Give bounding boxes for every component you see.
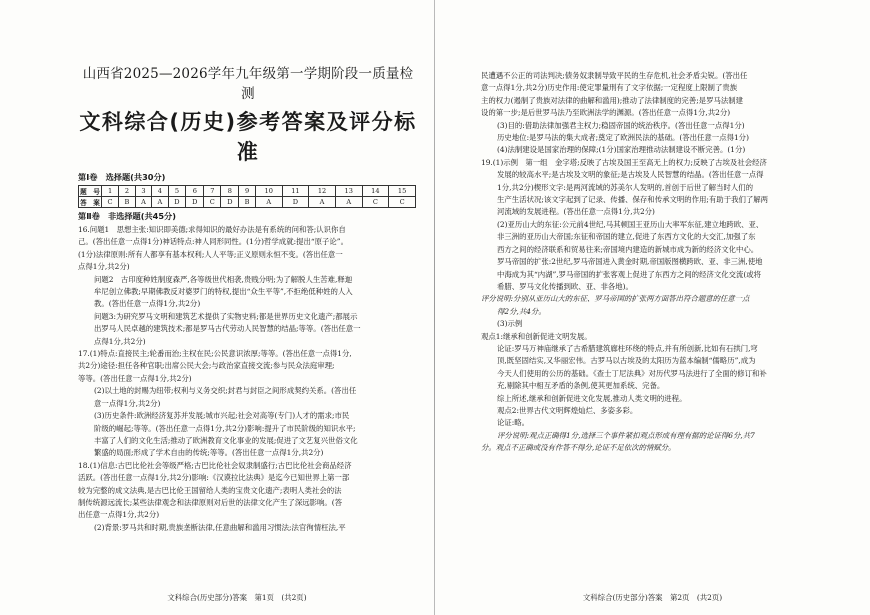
answer-text-line: 评分说明:分别从亚历山大的东征、罗马帝国的扩张两方面答出符合题意的任意一点: [481, 294, 750, 304]
answer-text-line: 得2分,共4分。: [497, 306, 546, 316]
answer-cell: C: [204, 197, 221, 208]
answer-key-table: [78, 185, 416, 208]
answer-text-line: 等等。(答出任意一点得1分,共2分): [78, 373, 192, 383]
question-number-cell: 12: [309, 186, 336, 197]
answer-text-line: 充,剔除其中相互矛盾的条例,使其更加系统、完备。: [497, 381, 665, 391]
answer-text-line: 制传统源远流长;某些法律观念和法律原则对后世的法律文化产生了深远影响。(答: [78, 497, 343, 507]
question-number-cell: 4: [152, 186, 168, 197]
answer-text-line: 观点2:世界古代文明辉煌灿烂、多姿多彩。: [497, 405, 638, 415]
answer-text-line: 观点1:继承和创新促进文明发展。: [481, 331, 592, 341]
answer-text-line: 16.问题1 思想主张:知识即美德;求得知识的最好办法是有系统的问和答;认识你自: [78, 225, 346, 234]
answer-text-line: 问题3:为研究罗马文明和建筑艺术提供了实物史料;都是世界历史文化遗产;都展示: [94, 311, 358, 321]
question-number-cell: 14: [362, 186, 389, 197]
answer-text-line: 西方之间的经济联系和贸易往来;帝国境内建造的新城市成为新的经济文化中心。: [497, 244, 759, 254]
question-number-cell: 8: [221, 186, 239, 197]
page-footer-1: 文科综合(历史部分)答案 第1页 (共2页): [167, 593, 307, 602]
question-number-cell: 5: [168, 186, 186, 197]
answer-page-2: [435, 0, 870, 615]
answer-text-line: 牟尼创立佛教;早期佛教反对婆罗门的特权,提出“众生平等”,不拒绝低种姓的人入: [94, 287, 353, 297]
page-footer-2: 文科综合(历史部分)答案 第2页 (共2页): [582, 593, 723, 602]
answer-cell: D: [186, 197, 204, 208]
left-answer-body: [78, 224, 418, 534]
question-number-cell: 3: [135, 186, 151, 197]
answer-text-line: 出任意一点得1分,共2分): [78, 510, 160, 520]
section-heading-multiple-choice: 第Ⅰ卷 选择题(共30分): [78, 172, 166, 182]
question-number-cell: 2: [119, 186, 136, 197]
answer-cell: C: [389, 197, 416, 208]
right-answer-body: [481, 70, 848, 455]
answer-text-line: 历史地位:是罗马法的集大成者;奠定了欧洲民法的基础。(答出任意一点得1分): [497, 133, 749, 143]
question-number-cell: 7: [204, 186, 221, 197]
answer-text-line: 非三洲的亚历山大帝国;东征和帝国的建立,促进了东西方文化的大交汇,加强了东: [497, 232, 756, 242]
question-number-cell: 9: [239, 186, 256, 197]
answer-text-line: 丰富了人们的文化生活;推动了欧洲教育文化事业的发展;促进了文艺复兴世俗文化: [94, 435, 358, 445]
answer-text-line: 生产生活状况;该文字起到了记录、传播、保存和传承文明的作用;有助于我们了解两: [497, 195, 769, 205]
answer-cell: A: [255, 197, 282, 208]
answer-text-line: (2)亚历山大的东征:公元前4世纪,马其顿国王亚历山大率军东征,建立地跨欧、亚、: [497, 219, 764, 229]
answer-cell: D: [168, 197, 186, 208]
answer-text-line: 设的第一步;是后世罗马法乃至欧洲法学的渊源。(答出任意一点得1分,共2分): [481, 108, 731, 118]
answer-text-line: 分。观点不正确或没有作答不得分,论证不足依次的情赋分。: [481, 443, 676, 453]
answer-text-line: 综上所述,继承和创新促进文化发展,推动人类文明的进程。: [497, 393, 687, 403]
answer-text-line: 18.(1)信息:古巴比伦社会等级严格;古巴比伦社会奴隶制盛行;古巴比伦社会商品经济: [78, 460, 352, 470]
answer-text-line: (4)法制建设是国家治理的保障;(1分)国家治理推动法制建设不断完善。(1分): [497, 145, 746, 155]
answer-text-line: 点得1分,共2分): [78, 262, 130, 272]
answer-cell: A: [135, 197, 151, 208]
answer-cell: B: [239, 197, 256, 208]
question-number-cell: 15: [389, 186, 416, 197]
answer-text-line: 民遭遇不公正的司法判决;债务奴隶制导致平民的生存危机,社会矛盾尖锐。(答出任: [481, 71, 748, 80]
answer-cell: D: [282, 197, 309, 208]
answer-cell: B: [119, 197, 136, 208]
question-number-cell: 13: [335, 186, 362, 197]
answer-text-line: 问题2 古印度种姓制度森严,各等级世代相袭,贵贱分明;为了解脱人生苦难,释迦: [94, 274, 353, 284]
answer-text-line: 希腊、罗马文化传播到欧、亚、非各地)。: [497, 281, 633, 291]
question-number-row: [79, 186, 416, 197]
answer-text-line: 罗马帝国的扩张:2世纪,罗马帝国进入黄金时期,帝国版图横跨欧、亚、非三洲,使地: [497, 257, 763, 267]
answer-text-line: 主的权力(遏制了贵族对法律的曲解和滥用);推动了法律制度的完善;是罗马法制建: [481, 95, 744, 105]
answer-text-line: 出罗马人民卓越的建筑技术;都是罗马古代劳动人民智慧的结晶;等等。(答出任意一: [94, 324, 361, 334]
answer-text-line: 教。(答出任意一点得1分,共2分): [94, 299, 201, 309]
answer-text-line: (3)目的:借助法律加强君主权力;稳固帝国的统治秩序。(答出任意一点得1分): [497, 120, 745, 130]
question-number-cell: 1: [102, 186, 119, 197]
answer-text-line: 较为完整的成文法典,是古巴比伦王国留给人类的宝贵文化遗产;表明人类社会的法: [78, 485, 342, 495]
answer-text-line: 河流域的发展进程。(答出任意一点得1分,共2分): [497, 207, 655, 217]
answer-text-line: 19.(1)示例 第一组 金字塔;反映了古埃及国王至高无上的权力;反映了古埃及社会经济: [481, 157, 767, 167]
answer-text-line: (3)示例: [497, 319, 523, 329]
answer-text-line: 意一点得1分,共2分)历史作用:使定罪量刑有了文字依据;一定程度上限制了贵族: [481, 83, 738, 93]
answer-text-line: 繁盛的局面;形成了学术自由的传统;等等。(答出任意一点得1分,共2分): [94, 448, 324, 458]
section-heading-non-choice: 第Ⅱ卷 非选择题(共45分): [78, 211, 176, 221]
answer-text-line: 共2分)途径:担任各种官职;出席公民大会;与政治家直接交流;参与民众法庭审理;: [78, 361, 335, 371]
answer-cell: A: [152, 197, 168, 208]
answer-cell: A: [335, 197, 362, 208]
answer-text-line: (3)历史条件:欧洲经济复苏并发展;城市兴起;社会对高等(专门)人才的需求;市民: [94, 411, 350, 421]
answer-text-line: 意一点得1分,共2分): [94, 398, 161, 408]
answer-header: 答 案: [79, 197, 102, 208]
answer-text-line: 己。(答出任意一点得1分)神话特点:神人同形同性。(1分)哲学成就:提出“原子论”。: [78, 237, 348, 247]
answer-row: [79, 197, 416, 208]
answer-text-line: (2)以土地的封赐为纽带;权利与义务交织;封君与封臣之间形成契约关系。(答出任: [94, 386, 357, 396]
answer-cell: C: [362, 197, 389, 208]
answer-text-line: 阶级的崛起;等等。(答出任意一点得1分,共2分)影响:提升了市民阶级的知识水平;: [94, 423, 356, 433]
answer-text-line: 论证:略。: [497, 418, 530, 428]
answer-cell: C: [102, 197, 119, 208]
exam-title: 山西省2025—2026学年九年级第一学期阶段一质量检测: [82, 66, 414, 102]
answer-text-line: 点得1分,共2分): [94, 336, 146, 346]
answer-text-line: 顶,既坚固结实,又华丽宏伟。古罗马以古埃及的太阳历为蓝本编制“儒略历”,成为: [497, 356, 756, 366]
question-number-header: 题 号: [79, 186, 102, 197]
answer-text-line: 今天人们使用的公历的基础。《查士丁尼法典》对历代罗马法进行了全面的修订和补: [497, 368, 767, 378]
answer-text-line: 评分说明:观点正确得1分,选择三个事件紧扣观点形成有理有据的论证得6分,共7: [497, 430, 755, 440]
answer-cell: A: [309, 197, 336, 208]
answer-text-line: (2)背景:罗马共和时期,贵族垄断法律,任意曲解和滥用习惯法;法官徇情枉法,平: [94, 522, 346, 532]
answer-text-line: (1分)法律原则:所有人都享有基本权利;人人平等;正义原则永恒不变。(答出任意一: [78, 249, 343, 259]
answer-text-line: 1分,共2分)楔形文字:是两河流域的苏美尔人发明的,首创于后世了解当时人们的: [497, 182, 753, 192]
answer-cell: D: [221, 197, 239, 208]
answer-text-line: 活跃。(答出任意一点得1分,共2分)影响:《汉谟拉比法典》是迄今已知世界上第一部: [78, 473, 350, 483]
answer-text-line: 中海成为其“内湖”,罗马帝国的扩张客观上促进了东西方之间的经济文化交流(或将: [497, 269, 762, 279]
answer-text-line: 发展的较高水平;是古埃及文明的象征;是古埃及人民智慧的结晶。(答出任意一点得: [497, 170, 764, 180]
question-number-cell: 6: [186, 186, 204, 197]
question-number-cell: 11: [282, 186, 309, 197]
answer-text-line: 论证:罗马万神庙继承了古希腊建筑廊柱环绕的特点,并有所创新,比如有石拱门,穹: [497, 343, 758, 353]
question-number-cell: 10: [255, 186, 282, 197]
answer-text-line: 17.(1)特点:直接民主;轮番而治;主权在民;公民意识浓厚;等等。(答出任意一点得1分,: [78, 349, 352, 359]
document-title: 文科综合(历史)参考答案及评分标准: [79, 110, 417, 164]
